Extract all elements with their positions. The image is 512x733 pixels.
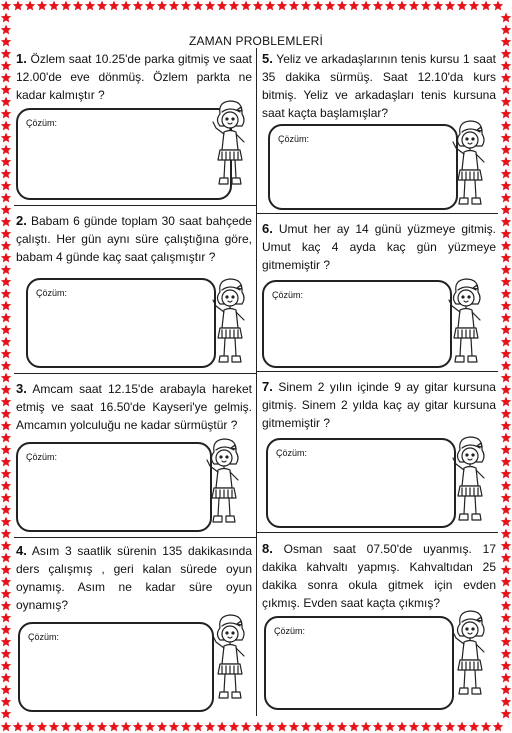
border-star (501, 457, 511, 467)
border-star (1, 1, 11, 11)
border-star (253, 722, 263, 732)
border-star (325, 1, 335, 11)
border-star (501, 337, 511, 347)
border-star (1, 181, 11, 191)
border-star (501, 433, 511, 443)
problem-text: Yeliz ve arkadaşlarının tenis kursu 1 saat 35 dakika sürmüş. Saat 12.10'da kurs bitmiş. Yeliz ve arkadaşları tenis kursuna saat kaçta başlamışlar? (262, 52, 496, 120)
answer-label: Çözüm: (26, 118, 58, 128)
row-divider-right-2 (256, 371, 498, 372)
border-star (85, 1, 95, 11)
border-star (1, 97, 11, 107)
border-star (1, 709, 11, 719)
border-star (501, 253, 511, 263)
border-star (409, 1, 419, 11)
border-star (1, 601, 11, 611)
border-star (205, 1, 215, 11)
border-star (373, 722, 383, 732)
border-star (253, 1, 263, 11)
border-star (501, 229, 511, 239)
border-star (501, 169, 511, 179)
border-star (501, 325, 511, 335)
border-star (1, 133, 11, 143)
border-star (1, 121, 11, 131)
problem-text: Asım 3 saatlik sürenin 135 dakikasında ders çalışmış , geri kalan sürede oyun oynamış. Asım ne kadar süre oyun oynamış? (16, 544, 253, 612)
border-star (1, 421, 11, 431)
border-star (1, 349, 11, 359)
border-star (501, 673, 511, 683)
border-star (501, 61, 511, 71)
problem-7 (262, 378, 496, 432)
border-star (217, 722, 227, 732)
border-star (37, 1, 47, 11)
border-star (1, 433, 11, 443)
border-star (397, 1, 407, 11)
border-star (85, 722, 95, 732)
problem-3 (16, 380, 252, 434)
border-star (49, 1, 59, 11)
border-star (481, 1, 491, 11)
border-star (501, 277, 511, 287)
border-star (337, 722, 347, 732)
border-star (145, 722, 155, 732)
answer-box-1[interactable] (16, 108, 232, 200)
border-star (241, 722, 251, 732)
border-star (501, 289, 511, 299)
border-star (289, 1, 299, 11)
border-star (501, 85, 511, 95)
girl-illustration-2 (206, 276, 254, 368)
border-star (1, 577, 11, 587)
border-star (501, 397, 511, 407)
border-star (501, 493, 511, 503)
border-star (1, 637, 11, 647)
border-star (193, 1, 203, 11)
border-star (481, 722, 491, 732)
border-star (1, 361, 11, 371)
border-star (457, 1, 467, 11)
border-star (1, 397, 11, 407)
border-star (445, 722, 455, 732)
border-star (145, 1, 155, 11)
border-star (1, 722, 11, 732)
border-star (385, 1, 395, 11)
border-star (1, 229, 11, 239)
border-star (501, 241, 511, 251)
girl-illustration-3 (200, 436, 248, 528)
row-divider-left-2 (14, 373, 256, 374)
border-star (501, 709, 511, 719)
border-star (1, 661, 11, 671)
border-star (133, 722, 143, 732)
problem-number: 5. (262, 51, 273, 66)
border-star (1, 457, 11, 467)
border-star (501, 73, 511, 83)
border-star (501, 385, 511, 395)
border-star (373, 1, 383, 11)
border-star (501, 181, 511, 191)
problem-number: 3. (16, 381, 27, 396)
border-star (1, 193, 11, 203)
problem-2 (16, 212, 252, 266)
border-star (469, 1, 479, 11)
border-star (349, 722, 359, 732)
border-star (133, 1, 143, 11)
border-star (97, 722, 107, 732)
row-divider-left-1 (14, 205, 256, 206)
border-star (1, 205, 11, 215)
problem-number: 4. (16, 543, 27, 558)
border-star (169, 1, 179, 11)
border-star (97, 1, 107, 11)
border-star (501, 121, 511, 131)
border-star (501, 145, 511, 155)
problem-5 (262, 50, 496, 122)
border-star (217, 1, 227, 11)
border-star (501, 601, 511, 611)
border-star (1, 409, 11, 419)
border-star (501, 133, 511, 143)
problem-6 (262, 220, 496, 274)
border-star (501, 349, 511, 359)
border-star (1, 25, 11, 35)
border-star (349, 1, 359, 11)
answer-box-4[interactable] (18, 622, 214, 712)
border-star (501, 361, 511, 371)
problem-4 (16, 542, 252, 614)
border-star (361, 1, 371, 11)
answer-label: Çözüm: (26, 452, 58, 462)
border-star (501, 217, 511, 227)
border-star (265, 722, 275, 732)
problem-8 (262, 540, 496, 612)
border-star (325, 722, 335, 732)
problem-number: 6. (262, 221, 273, 236)
border-star (421, 722, 431, 732)
border-star (501, 421, 511, 431)
border-star (493, 722, 503, 732)
border-star (1, 313, 11, 323)
problem-text: Umut her ay 14 günü yüzmeye gitmiş. Umut kaç 4 ayda kaç gün yüzmeye gitmemiştir ? (262, 222, 496, 272)
border-star (361, 722, 371, 732)
border-star (1, 277, 11, 287)
border-star (501, 649, 511, 659)
border-star (501, 49, 511, 59)
border-star (501, 301, 511, 311)
page-title: ZAMAN PROBLEMLERİ (188, 34, 324, 48)
answer-label: Çözüm: (272, 290, 304, 300)
border-star (1, 505, 11, 515)
border-star (1, 673, 11, 683)
border-star (25, 722, 35, 732)
border-star (1, 529, 11, 539)
border-star (121, 722, 131, 732)
border-star (1, 565, 11, 575)
border-star (61, 1, 71, 11)
answer-label: Çözüm: (276, 448, 308, 458)
answer-box-2[interactable] (26, 278, 216, 368)
border-star (501, 157, 511, 167)
border-star (433, 722, 443, 732)
border-star (501, 541, 511, 551)
border-star (1, 85, 11, 95)
border-star (493, 1, 503, 11)
border-star (1, 301, 11, 311)
border-star (289, 722, 299, 732)
answer-label: Çözüm: (36, 288, 68, 298)
border-star (1, 73, 11, 83)
border-star (1, 217, 11, 227)
border-star (445, 1, 455, 11)
border-star (277, 722, 287, 732)
answer-box-5[interactable] (268, 124, 458, 210)
border-star (501, 553, 511, 563)
border-star (109, 1, 119, 11)
border-star (501, 469, 511, 479)
border-star (501, 409, 511, 419)
border-star (501, 97, 511, 107)
border-star (501, 445, 511, 455)
border-star (37, 722, 47, 732)
border-star (1, 373, 11, 383)
border-star (169, 722, 179, 732)
border-star (1, 685, 11, 695)
border-star (1, 337, 11, 347)
border-star (501, 313, 511, 323)
border-star (301, 1, 311, 11)
problem-text: Babam 6 günde toplam 30 saat bahçede çalıştı. Her gün aynı süre çalıştığına göre, babam 4 günde kaç saat çalışmıştır ? (16, 214, 252, 264)
border-star (397, 722, 407, 732)
border-star (1, 49, 11, 59)
border-star (13, 722, 23, 732)
border-star (1, 145, 11, 155)
answer-box-7[interactable] (266, 438, 456, 528)
border-star (501, 661, 511, 671)
border-star (1, 169, 11, 179)
border-star (1, 385, 11, 395)
border-star (385, 722, 395, 732)
border-star (1, 493, 11, 503)
border-star (501, 577, 511, 587)
column-divider (256, 48, 257, 716)
problem-text: Osman saat 07.50'de uyanmış. 17 dakika kahvaltı yapmış. Kahvaltıdan 25 dakika sonra okula gitmek için evden çıkmış. Evden saat kaçta çıkmış? (262, 542, 496, 610)
border-star (501, 13, 511, 23)
border-star (501, 481, 511, 491)
answer-label: Çözüm: (274, 626, 306, 636)
border-star (433, 1, 443, 11)
border-star (265, 1, 275, 11)
border-star (121, 1, 131, 11)
border-star (61, 722, 71, 732)
border-star (1, 697, 11, 707)
problem-text: Özlem saat 10.25'de parka gitmiş ve saat 12.00'de eve dönmüş. Özlem parkta ne kadar kalmıştır ? (16, 52, 252, 102)
border-star (1, 517, 11, 527)
border-star (73, 1, 83, 11)
border-star (469, 722, 479, 732)
border-star (501, 205, 511, 215)
girl-illustration-1 (206, 98, 254, 190)
border-star (501, 529, 511, 539)
problem-number: 8. (262, 541, 273, 556)
answer-box-8[interactable] (264, 616, 454, 710)
border-star (229, 722, 239, 732)
border-star (1, 481, 11, 491)
border-star (1, 13, 11, 23)
border-star (501, 613, 511, 623)
girl-illustration-6 (442, 276, 490, 368)
row-divider-left-3 (14, 537, 256, 538)
border-star (193, 722, 203, 732)
border-star (1, 265, 11, 275)
border-star (229, 1, 239, 11)
border-star (25, 1, 35, 11)
answer-label: Çözüm: (28, 632, 60, 642)
problem-text: Sinem 2 yılın içinde 9 ay gitar kursuna gitmiş. Sinem 2 yılda kaç ay gitar kursuna gitmemiştir ? (262, 380, 496, 430)
border-star (501, 637, 511, 647)
girl-illustration-7 (446, 434, 494, 526)
girl-illustration-5 (446, 118, 494, 210)
border-star (157, 722, 167, 732)
border-star (1, 157, 11, 167)
border-star (13, 1, 23, 11)
border-star (205, 722, 215, 732)
border-star (1, 613, 11, 623)
border-star (421, 1, 431, 11)
border-star (501, 625, 511, 635)
border-star (501, 565, 511, 575)
border-star (1, 109, 11, 119)
border-star (73, 722, 83, 732)
problem-number: 7. (262, 379, 273, 394)
border-star (241, 1, 251, 11)
border-star (501, 517, 511, 527)
border-star (181, 1, 191, 11)
border-star (501, 373, 511, 383)
answer-box-6[interactable] (262, 280, 452, 368)
problem-number: 2. (16, 213, 27, 228)
border-star (1, 541, 11, 551)
row-divider-right-1 (256, 213, 498, 214)
border-star (501, 697, 511, 707)
border-star (1, 553, 11, 563)
border-star (301, 722, 311, 732)
border-star (1, 325, 11, 335)
border-star (1, 61, 11, 71)
row-divider-right-3 (256, 532, 498, 533)
border-star (1, 649, 11, 659)
border-star (501, 589, 511, 599)
border-star (501, 685, 511, 695)
border-star (313, 722, 323, 732)
border-star (181, 722, 191, 732)
border-star (457, 722, 467, 732)
border-star (49, 722, 59, 732)
border-star (501, 505, 511, 515)
border-star (277, 1, 287, 11)
border-star (337, 1, 347, 11)
border-star (1, 625, 11, 635)
problem-number: 1. (16, 51, 27, 66)
border-star (501, 109, 511, 119)
border-star (313, 1, 323, 11)
border-star (1, 289, 11, 299)
answer-label: Çözüm: (278, 134, 310, 144)
border-star (409, 722, 419, 732)
border-star (1, 589, 11, 599)
girl-illustration-4 (206, 612, 254, 704)
problem-text: Amcam saat 12.15'de arabayla hareket etmiş ve saat 16.50'de Kayseri'ye gelmiş. Amcamın yolculuğu ne kadar sürmüştür ? (16, 382, 252, 432)
border-star (501, 25, 511, 35)
border-star (1, 241, 11, 251)
problem-1 (16, 50, 252, 104)
border-star (1, 469, 11, 479)
border-star (1, 253, 11, 263)
border-star (109, 722, 119, 732)
border-star (501, 265, 511, 275)
border-star (501, 193, 511, 203)
answer-box-3[interactable] (16, 442, 212, 532)
border-star (1, 445, 11, 455)
border-star (157, 1, 167, 11)
girl-illustration-8 (446, 608, 494, 700)
